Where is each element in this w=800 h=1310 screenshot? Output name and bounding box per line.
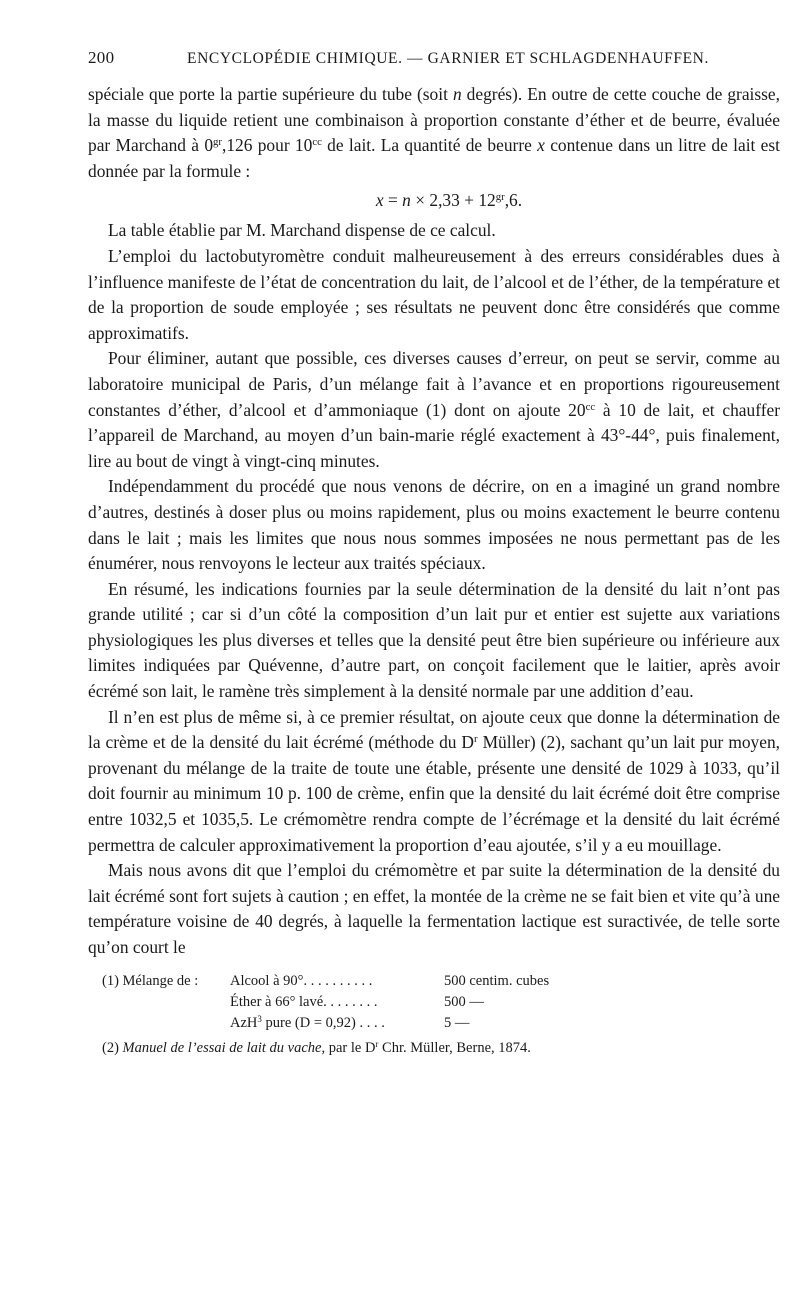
paragraph-1 <box>88 82 780 184</box>
paragraph-2: La table établie par M. Marchand dispense de ce calcul. <box>108 220 496 241</box>
text-run: Chr. Müller, Berne, 1874. <box>378 1039 531 1056</box>
paragraph-5: Indépendamment du procédé que nous venons de décrire, on en a imaginé un grand nombre d’autres, destinés à doser plus ou moins rapidement, plus ou moins exactement le beurre contenu dans le lait ; mais les limites que nous nous sommes imposées ne nous permettant pas de les énumérer, nous renvoyons le lecteur aux traités spéciaux. <box>88 476 780 574</box>
superscript: gr <box>213 136 222 149</box>
variable-x: x <box>537 135 545 156</box>
footnote-2 <box>88 1038 780 1059</box>
running-title: ENCYCLOPÉDIE CHIMIQUE. — GARNIER ET SCHLAGDENHAUFFEN. <box>187 50 709 67</box>
footnote-1-label: (1) Mélange de : <box>102 972 199 989</box>
superscript: 3 <box>257 1013 262 1024</box>
footnote-1-qty: 5 — <box>444 1014 470 1031</box>
text-run: Müller) (2), sachant qu’un lait pur moyen, provenant du mélange de la traite de toute une étable, présente une densité de 1029 à 1033, qu’il doit fournir au minimum 10 p. 100 de crème, enfin que la densité du lait écrémé doit être comprise entre 1032,5 et 1035,5. Le crémomètre rendra compte de l’écrémage et la densité du lait écrémé permettra de calculer approximativement la proportion d’eau ajoutée, s’il y a eu mouillage. <box>88 732 780 855</box>
footnote-1 <box>88 971 780 1034</box>
paragraph-8: Mais nous avons dit que l’emploi du crémomètre et par suite la détermination de la densité du lait écrémé sont fort sujets à caution ; en effet, la montée de la crème ne se fait bien et vite qu’à une température voisine de 40 degrés, à laquelle la fermentation lactique est suractivée, de telle sorte qu’on court le <box>88 860 780 957</box>
superscript: cc <box>585 400 596 413</box>
text-run: degrés). En outre de cette couche de graisse, la masse du liquide retient une combinaison à proportion constante d’éther et de beurre, évaluée par Marchand à 0 <box>88 84 780 156</box>
text-run: spéciale que porte la partie supérieure du tube (soit <box>88 84 453 104</box>
formula <box>88 186 780 214</box>
footnote-1-item: Alcool à 90°. . . . . . . . . . <box>230 972 373 989</box>
text-run: , par le D <box>321 1039 376 1056</box>
variable-n: n <box>452 84 462 104</box>
footnote-1-qty: 500 centim. cubes <box>444 972 550 989</box>
formula-lhs: x <box>375 190 384 211</box>
body-text <box>88 82 780 961</box>
footnote-1-spacer <box>102 1013 230 1034</box>
superscript: cc <box>312 136 322 149</box>
footnote-1-spacer <box>102 992 230 1013</box>
paragraph-4 <box>88 346 780 474</box>
formula-equals: = <box>383 190 403 211</box>
formula-variable: n <box>402 190 411 211</box>
footnote-1-item <box>230 1013 444 1034</box>
page-header <box>88 48 780 82</box>
text-run: Il n’en est plus de même si, à ce premier résultat, on ajoute ceux que donne la détermination de la crème et de la densité du lait écrémé (méthode du D <box>88 706 780 753</box>
footnote-1-item: Éther à 66° lavé. . . . . . . . <box>230 993 378 1010</box>
footnote-number: (2) <box>102 1039 123 1056</box>
footnotes <box>88 971 780 1059</box>
cited-title: Manuel de l’essai de lait du vache <box>122 1039 322 1056</box>
formula-text: ,6. <box>504 190 523 211</box>
paragraph-3: L’emploi du lactobutyromètre conduit malheureusement à des erreurs considérables dues à l’influence manifeste de l’état de concentration du lait, de l’alcool et de l’éther, de la température et de la proportion de soude employée ; ses résultats ne peuvent donc être considérés que comme approximatifs. <box>88 245 780 343</box>
superscript: gr <box>495 191 505 204</box>
document-page <box>88 48 780 1059</box>
formula-text: AzH <box>230 1014 258 1031</box>
text-run: ,126 pour 10 <box>222 135 313 156</box>
formula-text: pure (D = 0,92) . . . . <box>261 1014 385 1031</box>
text-run: à 10 de lait, et chauffer l’appareil de Marchand, au moyen d’un bain-marie réglé exactement à 43°-44°, puis finalement, lire au bout de vingt à vingt-cinq minutes. <box>88 399 780 471</box>
text-run: Pour éliminer, autant que possible, ces diverses causes d’erreur, on peut se servir, comme au laboratoire municipal de Paris, d’un mélange fait à l’avance et en proportions rigoureusement constantes d’éther, d’alcool et d’ammoniaque (1) dont on ajoute 20 <box>88 348 780 420</box>
paragraph-7 <box>88 705 780 859</box>
text-run: de lait. La quantité de beurre <box>321 135 538 156</box>
superscript: r <box>474 733 478 746</box>
formula-text: × 2,33 + 12 <box>410 190 496 211</box>
text-run: contenue dans un litre de lait est donnée par la formule : <box>88 135 780 181</box>
footnote-1-qty: 500 — <box>444 993 484 1010</box>
superscript: r <box>375 1038 379 1049</box>
page-number: 200 <box>88 48 115 67</box>
paragraph-6: En résumé, les indications fournies par la seule détermination de la densité du lait n’ont pas grande utilité ; car si d’un côté la composition d’un lait pur et entier est sujette aux variations physiologiques les plus diverses et telles que la densité peut être bien supérieure ou inférieure aux limites indiquées par Quévenne, d’autre part, on conçoit facilement que le laitier, après avoir écrémé son lait, le ramène très simplement à la densité normale par une addition d’eau. <box>88 578 780 702</box>
